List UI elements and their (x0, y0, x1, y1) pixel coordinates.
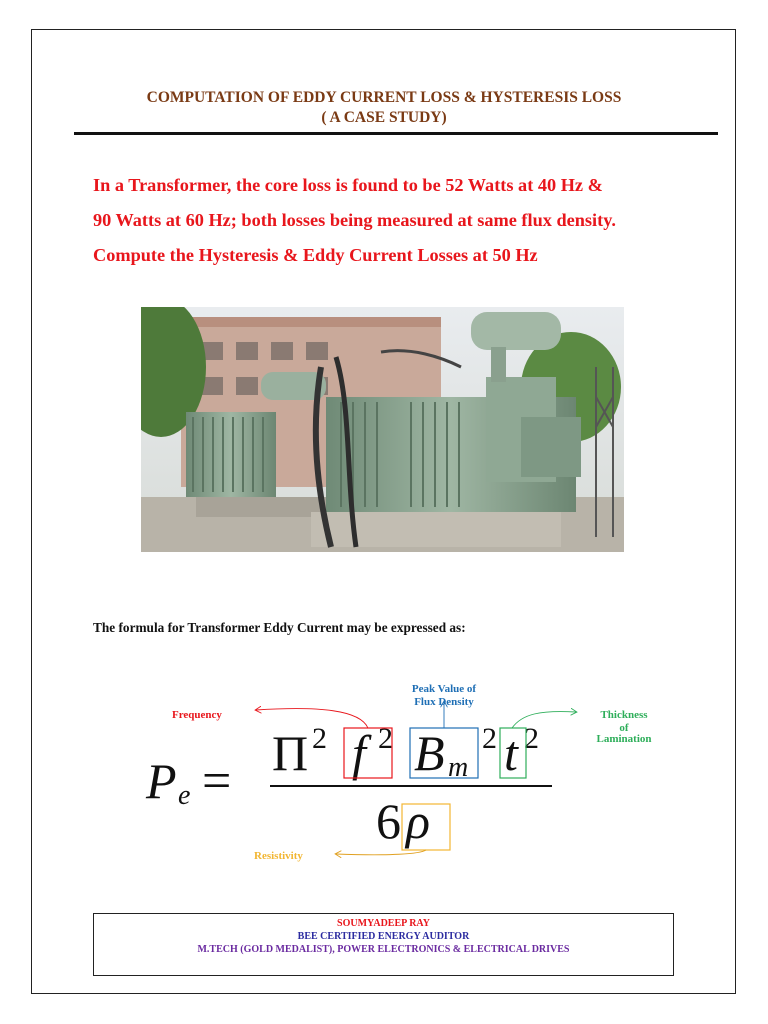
formula-pi-exponent: 2 (312, 722, 327, 755)
title-divider (74, 132, 718, 135)
thickness-label-line3: Lamination (596, 733, 652, 745)
formula-t: t (504, 725, 518, 781)
resistivity-label: Resistivity (254, 850, 303, 862)
formula-b-exponent: 2 (482, 722, 497, 755)
frequency-label: Frequency (172, 709, 222, 721)
thickness-arrow (512, 712, 576, 728)
problem-line-3: Compute the Hysteresis & Eddy Current Losses at 50 Hz (93, 245, 538, 265)
author-degree: M.TECH (GOLD MEDALIST), POWER ELECTRONICS & ELECTRICAL DRIVES (197, 944, 570, 955)
problem-statement (93, 168, 733, 273)
problem-line-1: In a Transformer, the core loss is found to be 52 Watts at 40 Hz & (93, 175, 603, 195)
eddy-current-formula-diagram (130, 670, 690, 875)
peak-flux-label-line1: Peak Value of (411, 683, 477, 695)
formula-lhs-p: P (146, 753, 177, 809)
formula-b-subscript: m (448, 752, 469, 783)
author-name: SOUMYADEEP RAY (337, 918, 430, 929)
thickness-label-line2: of (619, 722, 629, 734)
page-subtitle: ( A CASE STUDY) (321, 109, 447, 126)
formula-pi: Π (272, 725, 309, 781)
problem-line-2: 90 Watts at 60 Hz; both losses being measured at same flux density. (93, 210, 616, 230)
author-footer (93, 913, 674, 976)
formula-equals: = (202, 753, 232, 810)
transformer-photo (141, 307, 624, 552)
formula-t-exponent: 2 (524, 722, 539, 755)
resistivity-arrow (336, 850, 426, 855)
formula-b: B (414, 725, 445, 781)
formula-denominator-six: 6 (376, 793, 401, 849)
peak-flux-label-line2: Flux Density (414, 696, 474, 708)
page-title: COMPUTATION OF EDDY CURRENT LOSS & HYSTERESIS LOSS (146, 89, 622, 106)
formula-f: f (352, 725, 366, 781)
formula-lhs-subscript: e (178, 780, 191, 811)
thickness-label-line1: Thickness (600, 709, 648, 721)
formula-rho: ρ (406, 793, 430, 849)
author-certification: BEE CERTIFIED ENERGY AUDITOR (297, 931, 470, 942)
formula-intro-text: The formula for Transformer Eddy Current may be expressed as: (93, 620, 466, 635)
formula-f-exponent: 2 (378, 722, 393, 755)
